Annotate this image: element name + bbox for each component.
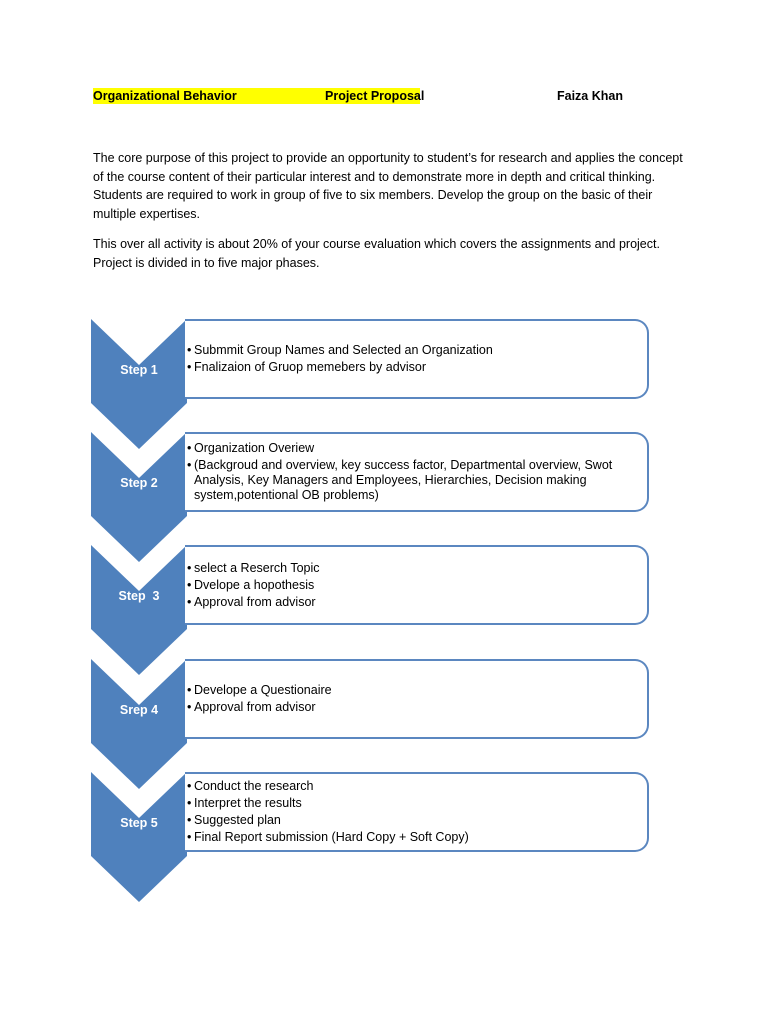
bullet-text: select a Reserch Topic xyxy=(194,560,320,575)
bullet-icon: • xyxy=(187,830,192,844)
bullet-item xyxy=(187,561,647,576)
bullet-text: Fnalizaion of Gruop memebers by advisor xyxy=(194,360,427,374)
chevron-shape xyxy=(91,772,187,902)
bullet-icon: • xyxy=(187,683,192,697)
bullet-item xyxy=(187,441,647,456)
chevron-shape xyxy=(91,319,187,449)
step-row xyxy=(91,772,653,902)
bullet-item xyxy=(187,779,647,794)
step-details-box xyxy=(185,545,649,625)
bullet-text: Approval from advisor xyxy=(194,594,316,609)
bullet-item xyxy=(187,700,647,715)
chevron-shape xyxy=(91,432,187,562)
bullet-text: Submmit Group Names and Selected an Organization xyxy=(194,343,493,357)
step-details-box xyxy=(185,319,649,399)
bullet-text: Approval from advisor xyxy=(194,700,316,714)
bullet-icon: • xyxy=(187,594,192,609)
bullet-item xyxy=(187,683,647,698)
chevron-shape xyxy=(91,659,187,789)
bullet-icon: • xyxy=(187,560,192,575)
bullet-item xyxy=(187,343,647,358)
bullet-text: Conduct the research xyxy=(194,779,314,793)
bullet-text: Develope a Questionaire xyxy=(194,683,332,697)
bullet-text: Final Report submission (Hard Copy + Soft Copy) xyxy=(194,830,469,844)
bullet-icon: • xyxy=(187,360,192,374)
step-label: Step 1 xyxy=(120,363,158,377)
step-row xyxy=(91,432,653,562)
bullet-item xyxy=(187,595,647,610)
bullet-item xyxy=(187,458,647,503)
step-row xyxy=(91,545,653,675)
step-details-box xyxy=(185,659,649,739)
step-row xyxy=(91,319,653,449)
bullet-text: (Backgroud and overview, key success factor, Departmental overview, Swot Analysis, Key Managers and Employees, Hierarchies, Decision making system,potentional OB problems) xyxy=(194,458,613,502)
bullet-icon: • xyxy=(187,343,192,357)
bullet-icon: • xyxy=(187,813,192,827)
bullet-item xyxy=(187,578,647,593)
step-label: Srep 4 xyxy=(119,703,159,717)
bullet-icon: • xyxy=(187,577,192,592)
step-label: Step 3 xyxy=(118,589,160,603)
document-title: Project Proposal xyxy=(325,89,425,103)
intro-paragraph-2: This over all activity is about 20% of your course evaluation which covers the assignments and project. Project is divided in to five major phases. xyxy=(93,237,660,270)
bullet-icon: • xyxy=(187,700,192,714)
step-row xyxy=(91,659,653,789)
bullet-text: Suggested plan xyxy=(194,813,281,827)
course-name: Organizational Behavior xyxy=(93,89,237,103)
bullet-icon: • xyxy=(187,779,192,793)
bullet-text: Organization Overiew xyxy=(194,441,315,455)
step-details-box xyxy=(185,432,649,512)
bullet-item xyxy=(187,796,647,811)
intro-paragraph-1: The core purpose of this project to provide an opportunity to student’s for research and applies the concept of the course content of their particular interest and to demonstrate more in depth and critical thinking. Students are required to work in group of five to six members. Develop the group on the basic of their multiple expertises. xyxy=(93,151,683,221)
chevron-shape xyxy=(91,545,187,675)
author-name: Faiza Khan xyxy=(557,89,623,103)
bullet-text: Dvelope a hopothesis xyxy=(194,577,315,592)
bullet-item xyxy=(187,813,647,828)
bullet-item xyxy=(187,360,647,375)
bullet-text: Interpret the results xyxy=(194,796,302,810)
step-details-box xyxy=(185,772,649,852)
bullet-icon: • xyxy=(187,458,192,472)
bullet-icon: • xyxy=(187,441,192,455)
step-label: Step 5 xyxy=(120,816,158,830)
bullet-item xyxy=(187,830,647,845)
step-label: Step 2 xyxy=(120,476,158,490)
bullet-icon: • xyxy=(187,796,192,810)
